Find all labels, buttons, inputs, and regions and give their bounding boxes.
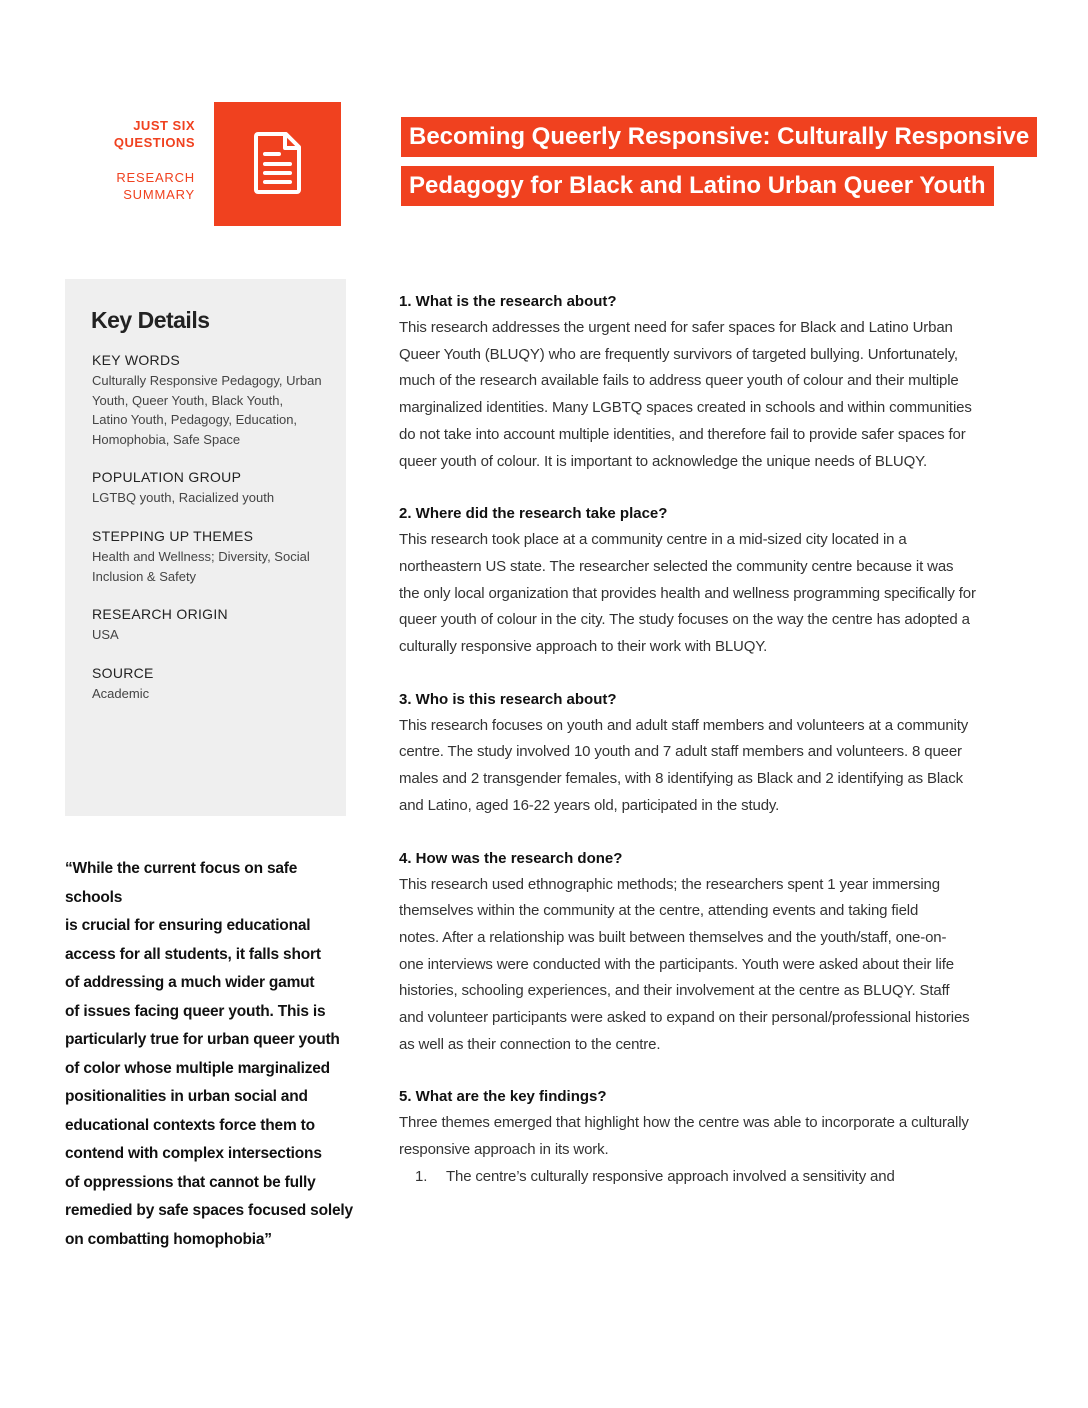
body-line: males and 2 transgender females, with 8 identifying as Black and 2 identifying as Black	[399, 770, 963, 788]
brand-title-line-1: JUST SIX	[133, 118, 195, 133]
quote-line: contend with complex intersections	[65, 1145, 322, 1162]
key-words-line: Youth, Queer Youth, Black Youth,	[92, 392, 284, 408]
key-words-line: Latino Youth, Pedagogy, Education,	[92, 412, 298, 427]
key-words-line: Culturally Responsive Pedagogy, Urban	[92, 373, 322, 388]
body-line: queer youth of colour in the city. The study focuses on the way the centre has adopted a	[399, 611, 970, 629]
body-line: as well as their connection to the centre.	[399, 1035, 661, 1053]
quote-line: of addressing a much wider gamut	[65, 974, 315, 991]
list-item-number: 1.	[415, 1167, 428, 1185]
body-line: marginalized identities. Many LGBTQ spaces created in schools and within communities	[399, 399, 972, 417]
population-group-line: LGTBQ youth, Racialized youth	[92, 490, 275, 505]
brand-subtitle-line-1: RESEARCH	[116, 170, 195, 185]
body-line: and Latino, aged 16-22 years old, participated in the study.	[399, 796, 780, 814]
list-item	[399, 1164, 1011, 1191]
quote-line: positionalities in urban social and	[65, 1088, 308, 1105]
body-line: the only local organization that provides health and wellness programming specifically for	[399, 584, 976, 602]
research-origin-group	[92, 605, 332, 645]
key-words-value	[92, 371, 332, 449]
section-body	[399, 315, 1011, 475]
key-words-line: Homophobia, Safe Space	[92, 431, 241, 447]
key-details-heading: Key Details	[91, 307, 210, 333]
body-line: centre. The study involved 10 youth and 7 adult staff members and volunteers. 8 queer	[399, 743, 962, 761]
body-line: themselves within the community at the centre, attending events and taking field	[399, 902, 919, 920]
body-line: one interviews were conducted with the participants. Youth were asked about their life	[399, 955, 954, 973]
body-line: and volunteer participants were asked to expand on their personal/professional histories	[399, 1009, 970, 1027]
source-value	[92, 684, 332, 704]
logo-tile	[214, 102, 341, 226]
quote-line: on combatting homophobia”	[65, 1230, 272, 1248]
body-line: This research addresses the urgent need for safer spaces for Black and Latino Urban	[399, 319, 953, 336]
findings-list	[399, 1164, 1011, 1191]
body-line: culturally responsive approach to their work with BLUQY.	[399, 638, 768, 656]
brand-title-line-2: QUESTIONS	[113, 135, 195, 150]
quote-line: of color whose multiple marginalized	[65, 1059, 330, 1077]
population-group	[92, 468, 332, 508]
section-heading: 3. Who is this research about?	[399, 690, 617, 708]
body-line: This research used ethnographic methods; the researchers spent 1 year immersing	[399, 875, 940, 893]
document-icon	[254, 132, 302, 194]
body-line: responsive approach in its work.	[399, 1141, 609, 1159]
title-line-1: Becoming Queerly Responsive: Culturally Responsive	[401, 117, 1037, 157]
section-what-about	[399, 289, 1011, 475]
stepping-up-themes-line: Health and Wellness; Diversity, Social	[92, 549, 310, 564]
body-line: northeastern US state. The researcher selected the community centre because it was	[399, 557, 954, 575]
quote-line: of issues facing queer youth. This is	[65, 1002, 326, 1020]
body-line: This research focuses on youth and adult staff members and volunteers at a community	[399, 716, 969, 734]
quote-line: educational contexts force them to	[65, 1116, 315, 1134]
pull-quote	[65, 855, 357, 1254]
research-origin-value	[92, 625, 332, 645]
main-content	[399, 289, 1011, 1217]
source-group	[92, 664, 332, 704]
section-who	[399, 687, 1011, 820]
list-item-text: The centre’s culturally responsive approach involved a sensitivity and	[446, 1167, 895, 1185]
section-heading: 2. Where did the research take place?	[399, 505, 668, 523]
brand-subtitle-line-2: SUMMARY	[123, 187, 195, 202]
research-origin-line: USA	[92, 627, 119, 642]
body-line: much of the research available fails to address queer youth of colour and their multiple	[399, 372, 959, 390]
body-line: histories, schooling experiences, and their involvement at the centre as BLUQY. Staff	[399, 982, 950, 1000]
body-line: Queer Youth (BLUQY) who are frequently survivors of targeted bullying. Unfortunately,	[399, 345, 958, 363]
quote-line: remedied by safe spaces focused solely	[65, 1202, 353, 1219]
key-words-group	[92, 351, 332, 449]
section-body	[399, 713, 1011, 820]
stepping-up-themes-group	[92, 527, 332, 586]
section-where	[399, 501, 1011, 661]
quote-line: “While the current focus on safe schools	[65, 860, 298, 906]
body-line: Three themes emerged that highlight how the centre was able to incorporate a culturally	[399, 1114, 969, 1132]
stepping-up-themes-label: STEPPING UP THEMES	[92, 528, 254, 544]
research-origin-label: RESEARCH ORIGIN	[92, 606, 228, 622]
population-group-value	[92, 488, 332, 508]
body-line: do not take into account multiple identities, and therefore fail to provide safer spaces for	[399, 425, 966, 443]
body-line: notes. After a relationship was built between themselves and the youth/staff, one-on-	[399, 928, 947, 946]
key-details-panel	[65, 279, 346, 816]
body-line: This research took place at a community centre in a mid-sized city located in a	[399, 531, 907, 549]
section-heading: 4. How was the research done?	[399, 849, 623, 867]
quote-line: is crucial for ensuring educational	[65, 917, 311, 934]
section-heading: 1. What is the research about?	[399, 293, 617, 310]
section-body	[399, 1110, 1011, 1163]
quote-line: particularly true for urban queer youth	[65, 1031, 340, 1048]
section-how	[399, 846, 1011, 1059]
quote-line: of oppressions that cannot be fully	[65, 1173, 316, 1191]
section-body	[399, 527, 1011, 661]
title-line-2: Pedagogy for Black and Latino Urban Queer Youth	[401, 166, 994, 206]
section-body	[399, 872, 1011, 1059]
key-words-label: KEY WORDS	[92, 352, 181, 368]
stepping-up-themes-value	[92, 547, 332, 586]
source-label: SOURCE	[92, 665, 154, 681]
population-group-label: POPULATION GROUP	[92, 469, 242, 485]
section-findings	[399, 1084, 1011, 1190]
stepping-up-themes-line: Inclusion & Safety	[92, 568, 197, 584]
quote-line: access for all students, it falls short	[65, 945, 321, 963]
body-line: queer youth of colour. It is important to acknowledge the unique needs of BLUQY.	[399, 452, 928, 470]
brand-block	[35, 117, 195, 203]
section-heading: 5. What are the key findings?	[399, 1088, 607, 1106]
source-line: Academic	[92, 686, 150, 701]
